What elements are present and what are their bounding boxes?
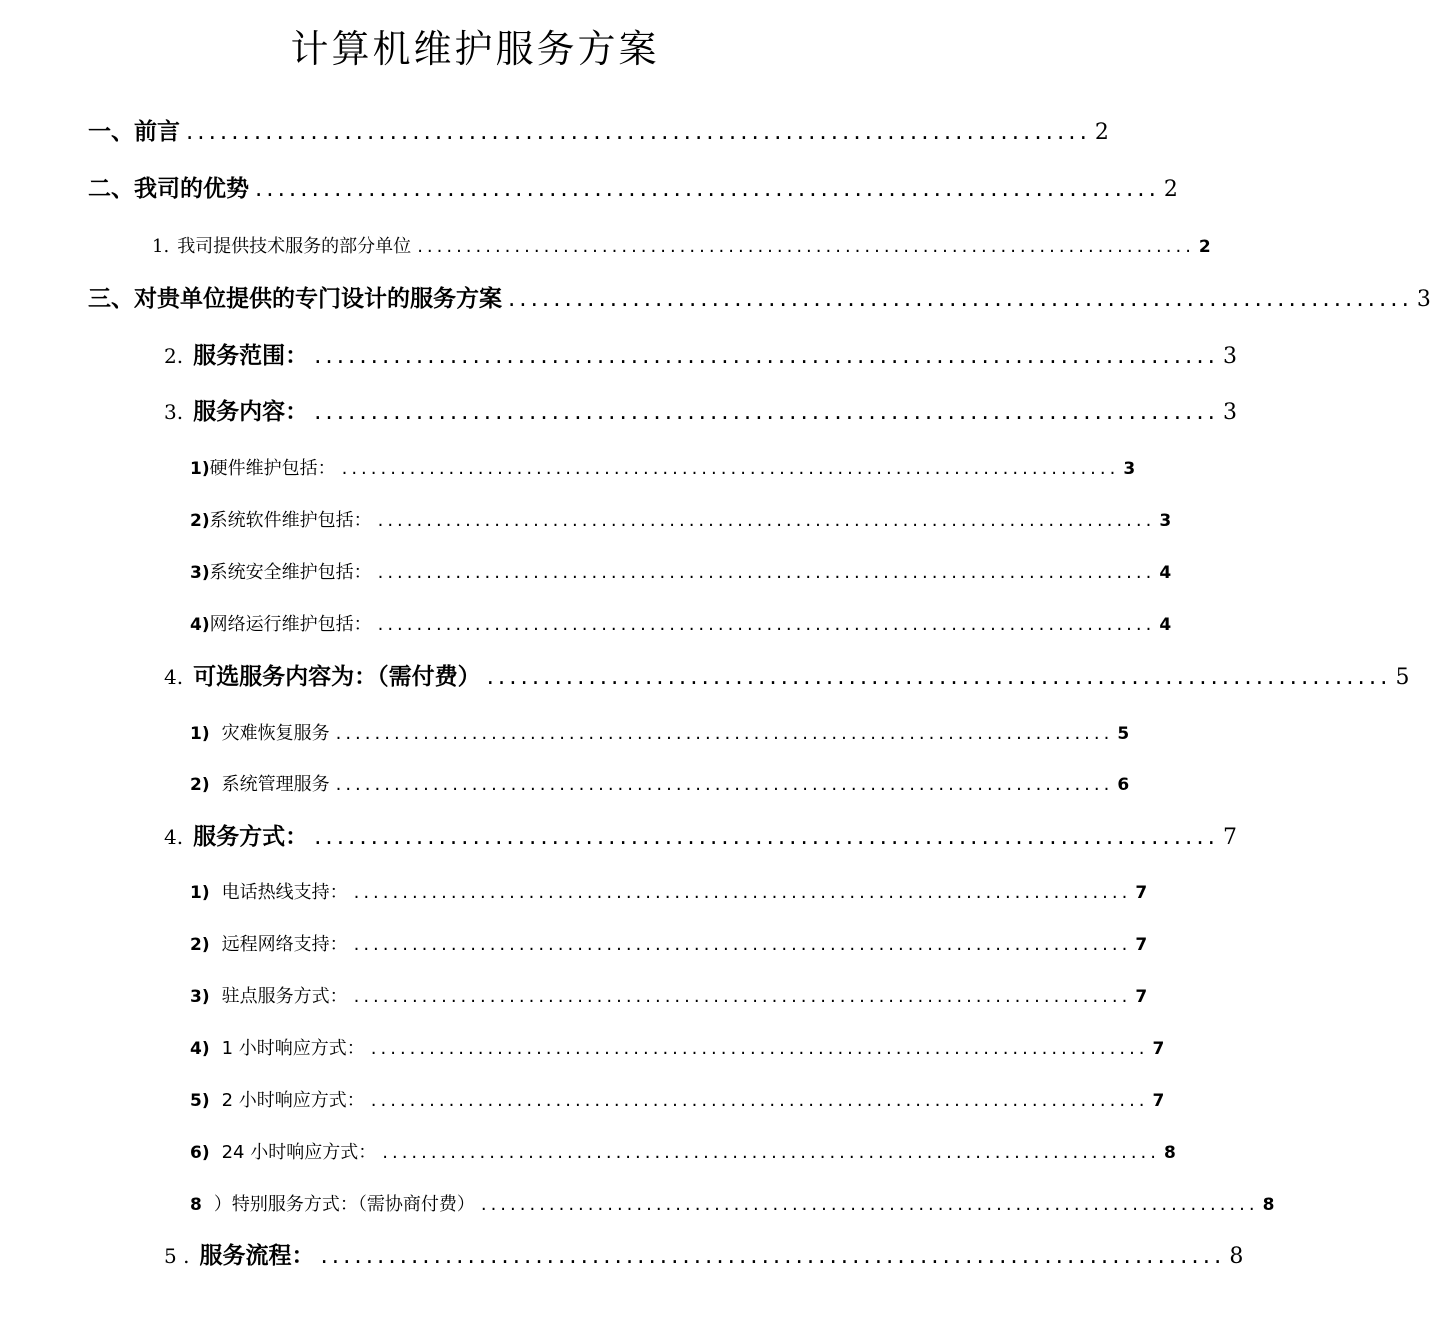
toc-leader-dots: ................................................................................: [480, 1194, 1259, 1215]
toc-entry[interactable]: [88, 113, 1109, 146]
toc-entry-number: 2): [190, 935, 210, 955]
toc-entry-page: 7: [1135, 987, 1148, 1007]
toc-leader-dots: ................................................................................: [255, 176, 1160, 202]
toc-entry-label: 服务方式：: [193, 824, 309, 850]
toc-entry-page: 7: [1152, 1091, 1165, 1111]
toc-leader-dots: ................................................................................: [353, 986, 1132, 1007]
toc-entry[interactable]: [88, 170, 1178, 203]
toc-entry-page: 7: [1135, 883, 1148, 903]
toc-entry[interactable]: [190, 930, 1148, 956]
toc-entry[interactable]: [164, 337, 1237, 370]
toc-entry-page: 7: [1135, 935, 1148, 955]
toc-entry-page: 3: [1123, 459, 1136, 479]
toc-entry-label: 系统管理服务: [221, 774, 330, 795]
toc-entry-page: 5: [1395, 665, 1410, 690]
toc-leader-dots: ................................................................................: [417, 236, 1195, 257]
toc-entry[interactable]: [190, 454, 1136, 480]
toc-entry-number: 5 .: [164, 1244, 190, 1268]
toc-entry-label: 系统软件维护包括：: [209, 510, 372, 531]
toc-entry-label: 24 小时响应方式：: [221, 1142, 377, 1163]
toc-entry-page: 7: [1222, 825, 1237, 850]
toc-entry-label: 我司提供技术服务的部分单位: [177, 236, 412, 257]
toc-entry[interactable]: [190, 1086, 1165, 1112]
toc-entry-page: 3: [1416, 287, 1431, 312]
toc-entry-label: 1 小时响应方式：: [221, 1038, 365, 1059]
toc-entry-label: 一、前言: [88, 119, 180, 145]
toc-entry-page: 8: [1262, 1195, 1275, 1215]
toc-entry-page: 7: [1152, 1039, 1165, 1059]
toc-leader-dots: ................................................................................: [370, 1090, 1149, 1111]
toc-leader-dots: ................................................................................: [370, 1038, 1149, 1059]
toc-entry[interactable]: [152, 232, 1211, 258]
toc-entry-number: 4): [190, 1039, 210, 1059]
toc-entry-number: 2): [190, 775, 210, 795]
toc-entry[interactable]: [190, 1034, 1165, 1060]
toc-entry-number: 1.: [152, 236, 170, 257]
toc-entry[interactable]: [190, 770, 1130, 796]
toc-entry-page: 2: [1198, 237, 1211, 257]
toc-entry-number: 3): [190, 563, 210, 583]
toc-leader-dots: ................................................................................: [353, 934, 1132, 955]
toc-entry-page: 2: [1163, 177, 1178, 202]
toc-leader-dots: ................................................................................: [335, 723, 1114, 744]
toc-entry-page: 5: [1117, 724, 1130, 744]
toc-entry-label: 可选服务内容为：（需付费）: [193, 664, 481, 690]
toc-entry-page: 6: [1117, 775, 1130, 795]
toc-entry-number: 2): [190, 511, 210, 531]
toc-leader-dots: ................................................................................: [508, 286, 1413, 312]
toc-leader-dots: ................................................................................: [320, 1243, 1226, 1269]
toc-entry-page: 8: [1163, 1143, 1176, 1163]
toc-entry-label: 服务范围：: [193, 343, 309, 369]
toc-leader-dots: ................................................................................: [314, 343, 1219, 369]
document-title: 计算机维护服务方案: [290, 27, 660, 71]
toc-entry-label: 三、对贵单位提供的专门设计的服务方案: [88, 286, 502, 312]
toc-entry-label: 2 小时响应方式：: [221, 1090, 365, 1111]
toc-entry[interactable]: [190, 558, 1172, 584]
toc-entry-label: 驻点服务方式：: [221, 986, 348, 1007]
toc-entry-page: 4: [1159, 615, 1172, 635]
toc-entry[interactable]: [88, 280, 1431, 313]
toc-entry-number: 5): [190, 1091, 210, 1111]
toc-leader-dots: ................................................................................: [353, 882, 1132, 903]
toc-entry-label: 服务流程：: [199, 1243, 315, 1269]
toc-entry-label: 远程网络支持：: [221, 934, 348, 955]
toc-entry-number: 4): [190, 615, 210, 635]
toc-leader-dots: ................................................................................: [314, 824, 1219, 850]
toc-entry-number: 1): [190, 459, 210, 479]
toc-entry-number: 4.: [164, 665, 184, 689]
toc-entry-number: 1): [190, 883, 210, 903]
toc-entry-page: 3: [1222, 400, 1237, 425]
toc-entry-page: 3: [1222, 344, 1237, 369]
toc-entry-number: 3.: [164, 400, 184, 424]
toc-entry[interactable]: [190, 1190, 1275, 1216]
toc-leader-dots: ................................................................................: [186, 119, 1091, 145]
toc-leader-dots: ................................................................................: [377, 510, 1156, 531]
toc-leader-dots: ................................................................................: [486, 664, 1392, 690]
toc-entry-page: 8: [1229, 1244, 1244, 1269]
toc-entry-label: ）特别服务方式：（需协商付费）: [213, 1194, 475, 1215]
toc-entry-label: 灾难恢复服务: [221, 723, 330, 744]
toc-entry-number: 2.: [164, 344, 184, 368]
toc-entry-page: 2: [1094, 120, 1109, 145]
toc-entry-label: 硬件维护包括：: [209, 458, 336, 479]
toc-entry-number: 4.: [164, 825, 184, 849]
toc-entry-number: 6): [190, 1143, 210, 1163]
toc-entry-label: 电话热线支持：: [221, 882, 348, 903]
toc-entry[interactable]: [190, 878, 1148, 904]
toc-entry[interactable]: [164, 1237, 1244, 1270]
toc-leader-dots: ................................................................................: [314, 399, 1219, 425]
toc-entry-number: 1): [190, 724, 210, 744]
toc-entry-label: 二、我司的优势: [88, 176, 249, 202]
toc-entry[interactable]: [190, 719, 1130, 745]
toc-entry-page: 4: [1159, 563, 1172, 583]
toc-entry-number: 3): [190, 987, 210, 1007]
toc-entry-page: 3: [1159, 511, 1172, 531]
toc-entry[interactable]: [164, 393, 1237, 426]
toc-leader-dots: ................................................................................: [341, 458, 1120, 479]
toc-entry[interactable]: [190, 1138, 1176, 1164]
toc-leader-dots: ................................................................................: [377, 614, 1156, 635]
toc-entry-label: 网络运行维护包括：: [209, 614, 372, 635]
toc-entry[interactable]: [164, 818, 1237, 851]
toc-entry-label: 服务内容：: [193, 399, 309, 425]
toc-entry[interactable]: [164, 658, 1410, 691]
toc-entry[interactable]: [190, 610, 1172, 636]
toc-entry[interactable]: [190, 506, 1172, 532]
toc-leader-dots: ................................................................................: [335, 774, 1114, 795]
toc-entry[interactable]: [190, 982, 1148, 1008]
toc-entry-number: 8: [190, 1195, 202, 1215]
toc-leader-dots: ................................................................................: [377, 562, 1156, 583]
toc-entry-label: 系统安全维护包括：: [209, 562, 372, 583]
toc-leader-dots: ................................................................................: [382, 1142, 1160, 1163]
